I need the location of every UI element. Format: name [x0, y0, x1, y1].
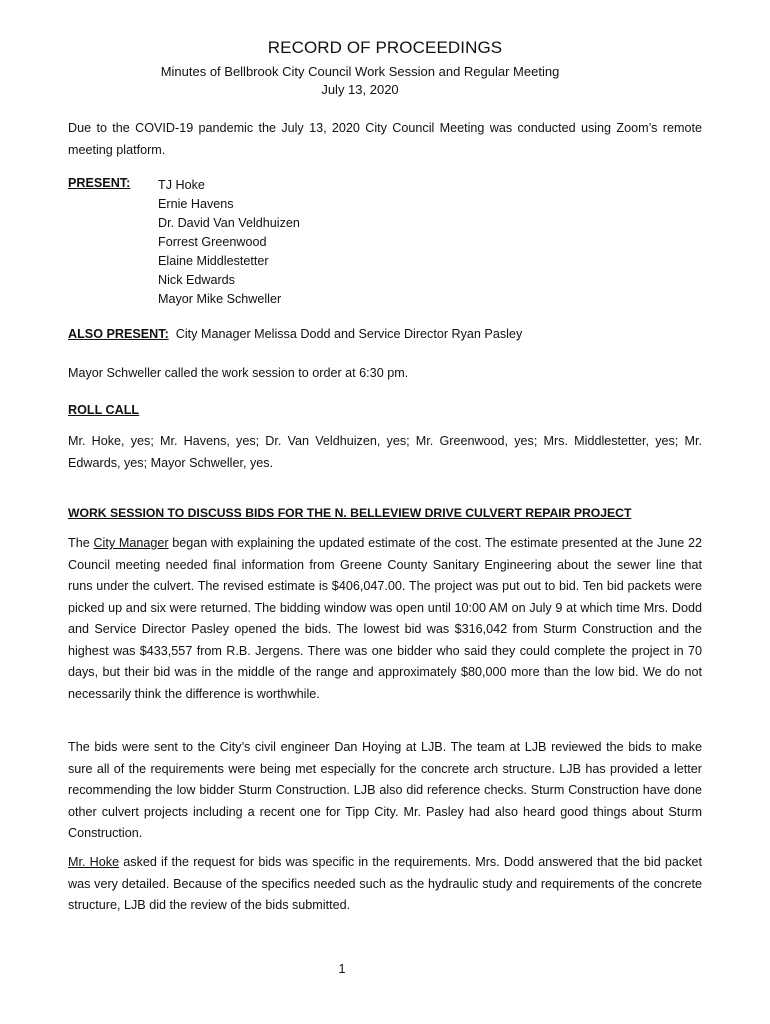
meeting-date: July 13, 2020: [321, 82, 399, 97]
present-member: Mayor Mike Schweller: [158, 292, 282, 306]
intro-paragraph: Due to the COVID-19 pandemic the July 13, 2020 City Council Meeting was conducted using Zoom’s remote meeting platform.: [68, 121, 702, 157]
work-session-paragraph-1: [68, 533, 702, 705]
work-session-paragraph-3: [68, 852, 702, 917]
document-title: RECORD OF PROCEEDINGS: [267, 38, 503, 57]
work-session-heading: WORK SESSION TO DISCUSS BIDS FOR THE N. BELLEVIEW DRIVE CULVERT REPAIR PROJECT: [68, 506, 632, 520]
p3-rest: asked if the request for bids was specific in the requirements. Mrs. Dodd answered that the bid packet was very detailed. Because of the specifics needed such as the hydraulic study and requirements of the concrete structure, LJB did the review of the bids submitted.: [68, 855, 702, 912]
present-member: Ernie Havens: [158, 197, 234, 211]
city-manager-link: City Manager: [93, 536, 169, 550]
also-present-line: [68, 327, 522, 341]
present-member: Forrest Greenwood: [158, 235, 267, 249]
present-member: Elaine Middlestetter: [158, 254, 269, 268]
work-session-paragraph-2: The bids were sent to the City’s civil engineer Dan Hoying at LJB. The team at LJB reviewed the bids to make sure all of the requirements were being met especially for the concrete arch structure. LJB has provided a letter recommending the low bidder Sturm Construction. LJB also did reference checks. Sturm Construction have done other culvert projects including a recent one for Tipp City. Mr. Pasley had also heard good things about Sturm Construction.: [68, 740, 702, 840]
roll-call-heading: ROLL CALL: [68, 403, 140, 417]
p1-prefix: The: [68, 536, 94, 550]
also-present-text: City Manager Melissa Dodd and Service Director Ryan Pasley: [175, 327, 523, 341]
also-present-label: ALSO PRESENT:: [68, 327, 169, 341]
call-to-order: Mayor Schweller called the work session to order at 6:30 pm.: [68, 366, 409, 380]
p1-rest: began with explaining the updated estimate of the cost. The estimate presented at the June 22 Council meeting needed final information from Greene County Sanitary Engineering about the sewer line that runs under the culvert. The revised estimate is $406,047.00. The project was put out to bid. Ten bid packets were picked up and six were returned. The bidding window was open until 10:00 AM on July 9 at which time Mrs. Dodd and Service Director Pasley opened the bids. The lowest bid was $316,042 from Sturm Construction and the highest was $433,557 from R.B. Jergens. There was one bidder who said they could complete the project in 70 days, but their bid was in the middle of the range and approximately $80,000 more than the low bid. We do not necessarily think the difference is worthwhile.: [68, 536, 702, 701]
mr-hoke-link: Mr. Hoke: [68, 855, 120, 869]
present-member: TJ Hoke: [158, 178, 205, 192]
present-member: Nick Edwards: [158, 273, 235, 287]
page-number: 1: [338, 962, 346, 976]
present-member: Dr. David Van Veldhuizen: [158, 216, 300, 230]
present-members-list: [158, 176, 300, 309]
present-label: PRESENT:: [68, 176, 131, 190]
document-subtitle: Minutes of Bellbrook City Council Work Session and Regular Meeting: [160, 64, 560, 79]
roll-call-text: Mr. Hoke, yes; Mr. Havens, yes; Dr. Van Veldhuizen, yes; Mr. Greenwood, yes; Mrs. Middlestetter, yes; Mr. Edwards, yes; Mayor Schweller, yes.: [68, 434, 702, 470]
